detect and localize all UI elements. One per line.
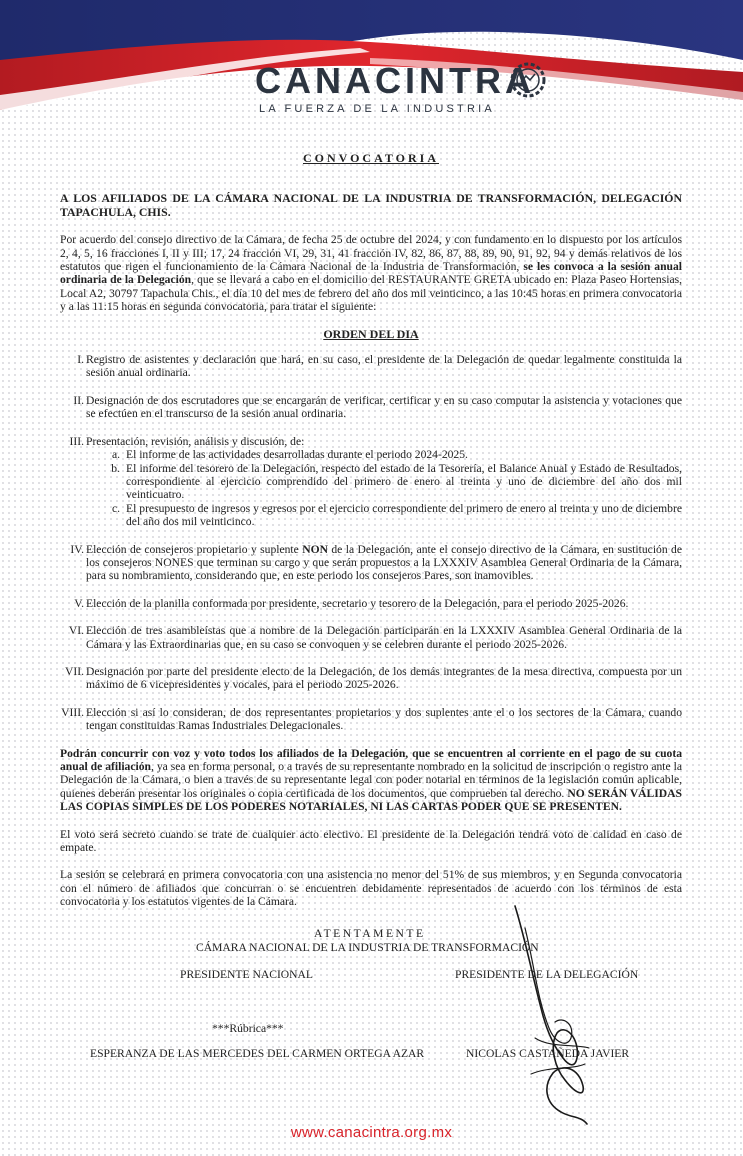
agenda-item-number: VIII.	[61, 705, 84, 719]
agenda-item	[60, 435, 682, 448]
agenda-item-text: Designación de dos escrutadores que se encargarán de verificar, certificar y en su caso computar la asistencia y votaciones que se efectúen en el transcurso de la sesión anual ordinaria.	[86, 393, 682, 421]
agenda-item	[60, 543, 682, 583]
agenda-item-text: Registro de asistentes y declaración que hará, en su caso, el presidente de la Delegación de quedar legalmente constituida la sesión anual ordinaria.	[86, 353, 682, 380]
agenda-item-text-post: de la Delegación, ante el consejo directivo de la Cámara, en sustitución de los consejeros NONES que terminan su cargo y que serán propuestos a la LXXXIV Asamblea General Ordinaria de la Cámara, para su nombramiento, considerando que, en este periodo los consejeros Pares, son inamovibles.	[86, 542, 682, 583]
rubrica-mark: ***Rúbrica***	[212, 1021, 284, 1035]
attendance-paragraph	[60, 747, 682, 814]
agenda-item	[60, 624, 682, 651]
agenda-item-text	[86, 543, 682, 583]
right-signatory-name: NICOLAS CASTAÑEDA JAVIER	[466, 1046, 630, 1060]
subitem-letter: a.	[111, 448, 120, 462]
left-signatory-title: PRESIDENTE NACIONAL	[180, 967, 313, 981]
agenda-item-number: III.	[69, 434, 84, 448]
left-signatory-name: ESPERANZA DE LAS MERCEDES DEL CARMEN ORTEGA AZAR	[90, 1046, 425, 1060]
quorum-paragraph: La sesión se celebrará en primera convocatoria con una asistencia no menor del 51% de sus miembros, y en Segunda convocatoria con el número de afiliados que concurran o se encuentren debidamente representados de acuerdo con los términos de esta convocatoria y los estatutos vigentes de la Cámara.	[60, 868, 682, 909]
footer-website-link[interactable]: www.canacintra.org.mx	[290, 1124, 453, 1141]
brand-logo	[255, 62, 545, 115]
intro-paragraph	[60, 233, 682, 313]
agenda-item-text: Presentación, revisión, análisis y discusión, de:	[86, 434, 305, 448]
subitem-text: El presupuesto de ingresos y egresos por el ejercicio correspondiente del primero de enero al treinta y uno de diciembre del año dos mil veinticinco.	[126, 501, 682, 529]
agenda-subitem	[60, 502, 682, 529]
attendance-bold: Podrán concurrir con voz y voto todos los afiliados de la Delegación, que se encuentren al corriente en el pago de su cuota anual de afiliación	[60, 746, 682, 773]
agenda-item-number: IV.	[70, 542, 84, 556]
agenda-item-text-bold: NON	[302, 542, 328, 556]
brand-tagline: LA FUERZA DE LA INDUSTRIA	[259, 103, 495, 115]
brand-name: CANACINTRA	[255, 60, 535, 101]
closing-organization: CÁMARA NACIONAL DE LA INDUSTRIA DE TRANSFORMACIÓN	[196, 940, 539, 954]
gear-emblem-icon	[508, 60, 548, 100]
agenda-item-text: Elección de la planilla conformada por presidente, secretario y tesorero de la Delegación, para el periodo 2025-2026.	[86, 596, 629, 610]
vote-paragraph: El voto será secreto cuando se trate de cualquier acto electivo. El presidente de la Delegación tendrá voto de calidad en caso de empate.	[60, 827, 682, 855]
agenda-subitem	[60, 462, 682, 502]
attendance-warning: NO SERÁN VÁLIDAS LAS COPIAS SIMPLES DE LOS PODERES NOTARIALES, NI LAS CARTAS PODER QUE SE PRESENTEN.	[60, 786, 682, 814]
agenda-item	[60, 706, 682, 733]
agenda-item-number: II.	[73, 393, 84, 407]
intro-bold: se les convoca a la sesión anual ordinaria de la Delegación	[60, 260, 683, 287]
agenda-item-number: I.	[77, 353, 84, 367]
intro-text: Por acuerdo del consejo directivo de la Cámara, de fecha 25 de octubre del 2024, y con fundamento en lo dispuesto por los artículos 2, 4, 5, 16 fracciones I, II y III; 17, 24 fracción VI, 29, 31, 41 fracción IV, 82, 86, 87, 88, 89, 90, 91, 92, 94 y demás relativos de los estatutos que rigen el funcionamiento de la Cámara Nacional de la Industria de Transformación,	[60, 233, 682, 274]
subitem-letter: c.	[111, 501, 120, 515]
agenda-item-number: V.	[74, 596, 84, 610]
agenda-item-text: Elección si así lo consideran, de dos representantes propietarios y dos suplentes ante el o los sectores de la Cámara, cuando tengan constituidas Ramas Industriales Delegacionales.	[86, 705, 682, 733]
agenda-item-text: Elección de tres asambleístas que a nombre de la Delegación participarán en la LXXXIV Asamblea General Ordinaria de la Cámara y las Extraordinarias que, en su caso se convoquen y se celebren durante el periodo 2025-2026.	[86, 624, 682, 651]
intro-text-2: , que se llevará a cabo en el domicilio del RESTAURANTE GRETA ubicado en: Plaza Paseo Hortensias, Local A2, 30797 Tapachula Chis., el día 10 del mes de febrero del año dos mil veinticinco, a las 10:45 horas en primera convocatoria y a las 11:15 horas en segunda convocatoria, para tratar el siguiente:	[60, 273, 683, 314]
agenda-title: ORDEN DEL DIA	[323, 326, 419, 341]
document-title: CONVOCATORIA	[303, 151, 439, 165]
subitem-letter: b.	[111, 461, 120, 475]
agenda-item-text: Designación por parte del presidente electo de la Delegación, de los demás integrantes de la mesa directiva, compuesta por un máximo de 6 vicepresidentes y vocales, para el periodo 2025-2026.	[86, 664, 682, 692]
attendance-text: , ya sea en forma personal, o a través de su representante nombrado en la solicitud de inscripción o registro ante la Delegación de la Cámara, o bien a través de su representante legal con poder notarial en términos de la legislación común aplicable, quienes deberán presentar los originales o copia certificada de los documentos, que comprueben tal derecho.	[60, 760, 682, 800]
agenda-item-number: VI.	[68, 624, 84, 638]
subitem-text: El informe de las actividades desarrolladas durante el periodo 2024-2025.	[126, 448, 468, 462]
right-signatory-title: PRESIDENTE DE LA DELEGACIÓN	[455, 967, 639, 981]
agenda-item-number: VII.	[65, 664, 84, 678]
handwritten-signature	[505, 898, 595, 1128]
agenda-item	[60, 597, 682, 610]
closing-atentamente: ATENTAMENTE	[314, 926, 426, 940]
agenda-item	[60, 353, 682, 380]
subitem-text: El informe del tesorero de la Delegación, respecto del estado de la Tesorería, el Balance Anual y Estado de Resultados, correspondiente al ejercicio comprendido del primero de enero al treinta y uno de diciembre del año dos mil veinticuatro.	[126, 461, 682, 502]
addressee: A LOS AFILIADOS DE LA CÁMARA NACIONAL DE LA INDUSTRIA DE TRANSFORMACIÓN, DELEGACIÓN TAPACHULA, CHIS.	[60, 191, 682, 219]
agenda-item-text-pre: Elección de consejeros propietario y suplente	[86, 542, 303, 556]
agenda-item	[60, 394, 682, 421]
agenda-subitem	[60, 448, 682, 461]
agenda-item	[60, 665, 682, 692]
